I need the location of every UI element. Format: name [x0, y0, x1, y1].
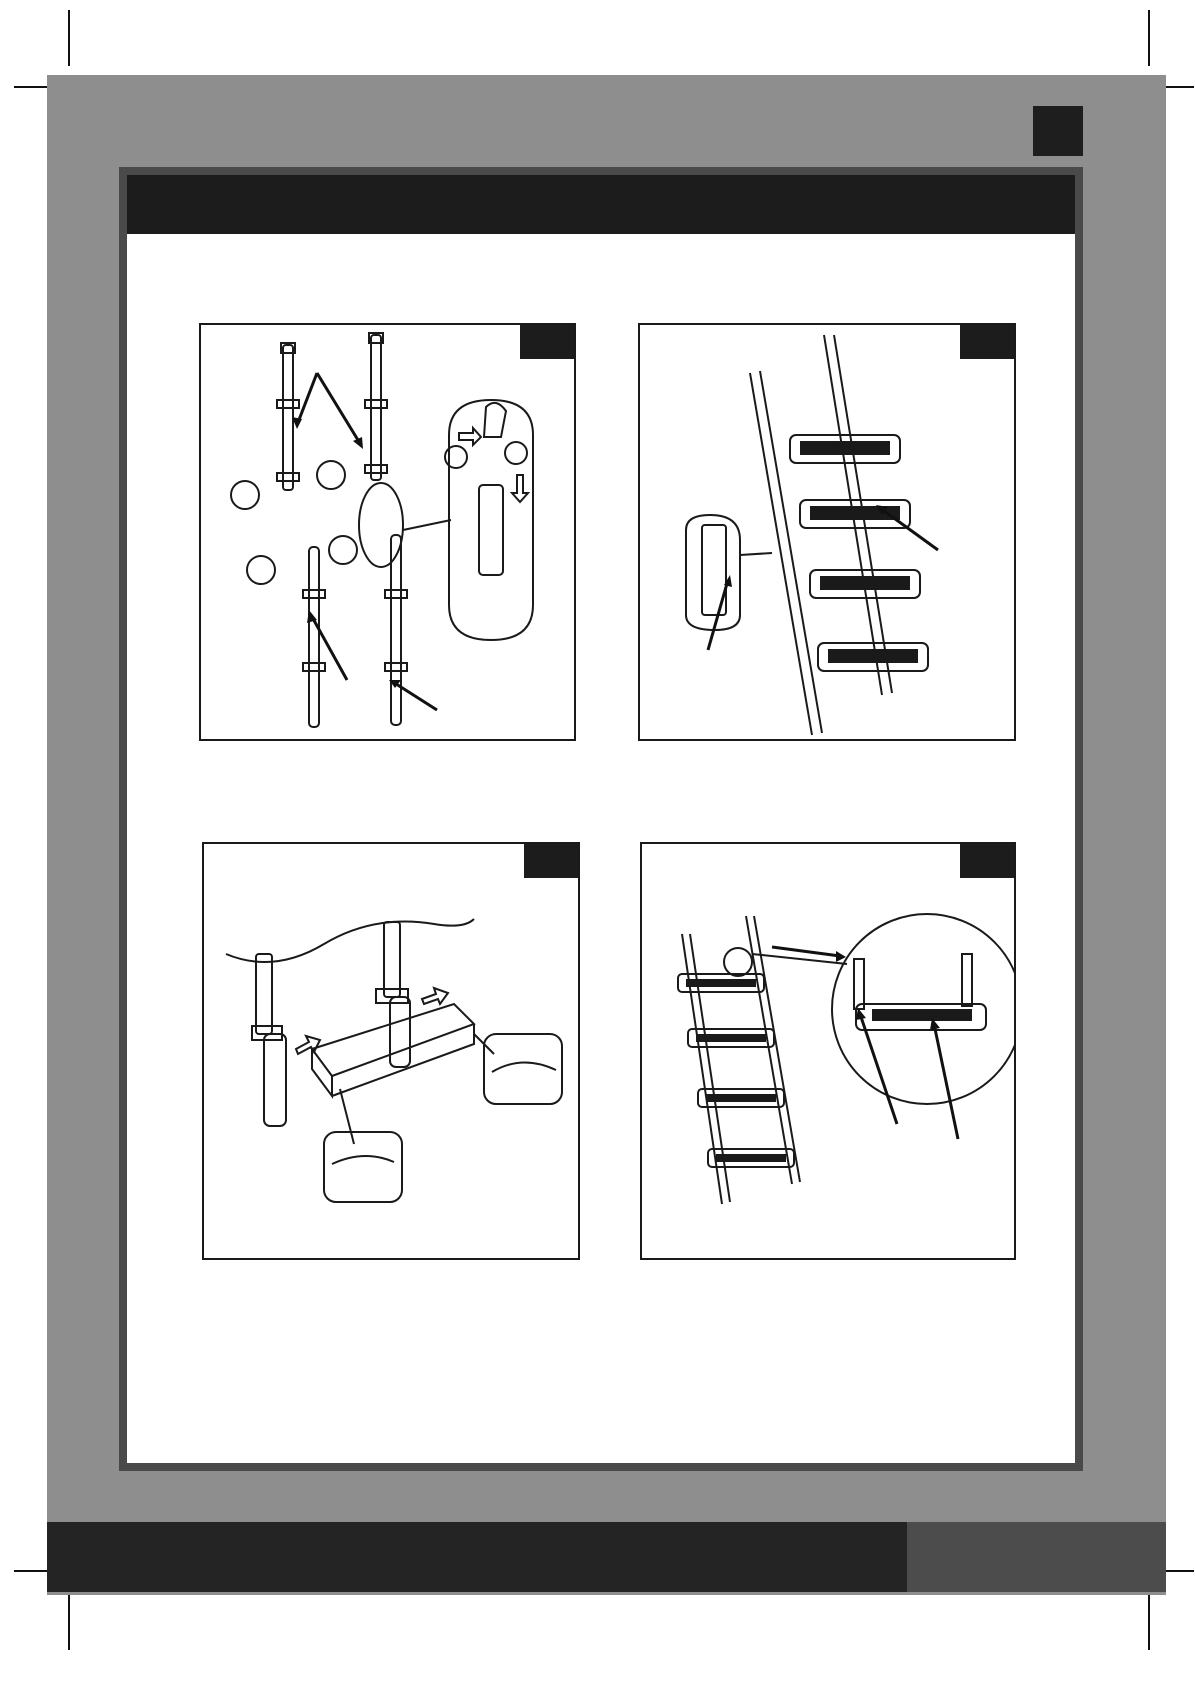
step-lock-detail-illustration — [642, 844, 1016, 1260]
crop-mark-bottom-left-v — [68, 1590, 70, 1650]
figure-steps-on-ladder — [638, 323, 1016, 741]
steps-on-ladder-illustration — [640, 325, 1016, 741]
footer-language-tab — [907, 1522, 1166, 1592]
poles-assembly-illustration — [201, 325, 576, 741]
footer-bar — [47, 1522, 907, 1592]
crop-mark-bottom-right-v — [1148, 1590, 1150, 1650]
page-number-tab — [1033, 106, 1083, 156]
crop-mark-top-left-v — [68, 10, 70, 66]
step-clip-detail-illustration — [204, 844, 580, 1260]
figure-step-lock-detail — [640, 842, 1016, 1260]
section-header-bar — [127, 175, 1075, 234]
instruction-panel — [119, 167, 1083, 1471]
crop-mark-top-right-v — [1148, 10, 1150, 66]
figure-step-clip-detail — [202, 842, 580, 1260]
figure-poles-assembly — [199, 323, 576, 741]
